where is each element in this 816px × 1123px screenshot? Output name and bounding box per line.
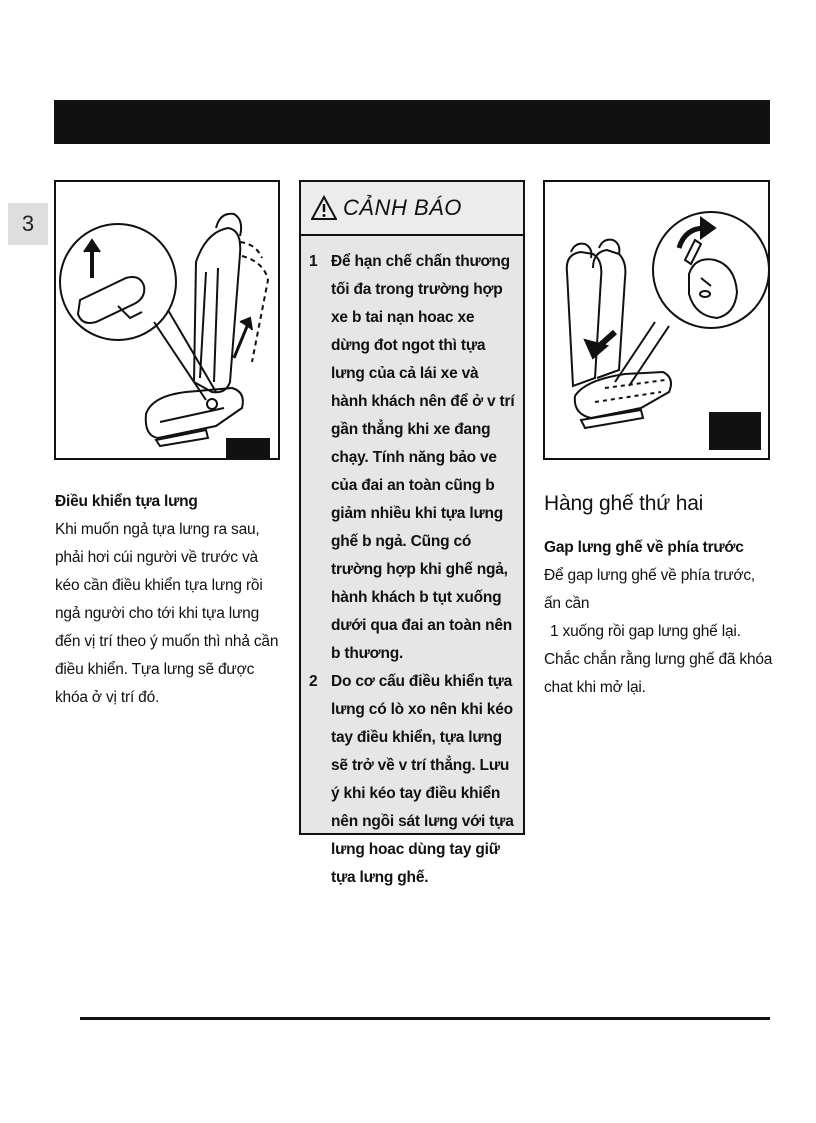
section-title: Hàng ghế thứ hai: [544, 492, 704, 515]
recline-body: Khi muốn ngả tựa lưng ra sau, phải hơi cúi người về trước và kéo cần điều khiển tựa lưng rồi ngả người cho tới khi tựa lưng đến vị trí theo ý muốn thì nhả cần điều khiển. Tựa lưng sẽ được khóa ở vị trí đó.: [55, 521, 279, 706]
fold-body-line-1: Để gap lưng ghế về phía trước, ấn cần: [544, 567, 756, 612]
seat-recline-illustration: [56, 182, 278, 458]
fold-body-line-2: 1 xuống rồi gap lưng ghế lại.: [550, 623, 741, 640]
fold-body-note: Chắc chắn rằng lưng ghế đã khóa chat khi mở lại.: [544, 651, 773, 696]
second-row-instructions: [544, 488, 774, 702]
warning-box: [299, 180, 525, 886]
fold-heading: Gap lưng ghế về phía trước: [544, 539, 744, 556]
header-bar: [54, 100, 770, 144]
figure-label-box: [226, 438, 270, 458]
warning-item-text: Do cơ cấu điều khiển tựa lưng có lò xo nên khi kéo tay điều khiển, tựa lưng sẽ trở về v trí thẳng. Lưu ý khi kéo tay điều khiển nên ngồi sát lưng với tựa lưng hoac dùng tay giữ tựa lưng ghế.: [331, 673, 514, 886]
figure-second-row-seat: [543, 180, 770, 460]
footer-rule: [80, 1017, 770, 1020]
warning-triangle-icon: [311, 195, 337, 221]
chapter-number: 3: [21, 211, 35, 236]
figure-label-box: [709, 412, 761, 450]
warning-item-text: Để hạn chế chấn thương tối đa trong trường hợp xe b tai nạn hoac xe dừng đot ngot thì tựa lưng của cả lái xe và hành khách nên để ở v trí gần thẳng khi xe đang chạy. Tính năng bảo ve của đai an toàn cũng b giảm nhiều khi tựa lưng ghế b ngả. Cũng có trường hợp khi ghế ngả, hành khách b tụt xuống dưới qua đai an toàn nên b thương.: [331, 253, 515, 662]
warning-body: [309, 248, 517, 892]
warning-title: CẢNH BÁO: [343, 195, 462, 220]
warning-item: [309, 248, 517, 668]
chapter-tab: [8, 203, 48, 245]
warning-item-number: 2: [309, 673, 318, 690]
warning-header: [301, 182, 523, 236]
warning-item: [309, 668, 517, 892]
figure-seat-recline: [54, 180, 280, 460]
recline-instructions: [55, 488, 280, 712]
warning-item-number: 1: [309, 253, 318, 270]
recline-heading: Điều khiển tựa lưng: [55, 493, 198, 510]
